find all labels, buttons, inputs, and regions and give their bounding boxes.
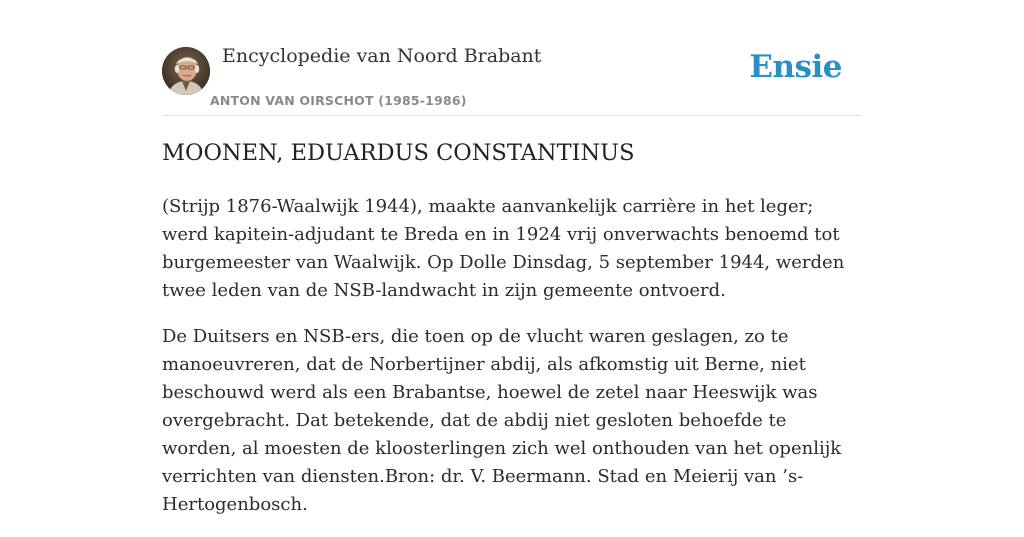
header-divider xyxy=(162,115,862,116)
author-avatar[interactable] xyxy=(162,47,210,95)
entry-paragraph: (Strijp 1876-Waalwijk 1944), maakte aanvankelijk carrière in het leger; werd kapitein-adjudant te Breda en in 1924 vrij onverwachts benoemd tot burgemeester van Waalwijk. Op Dolle Dinsdag, 5 september 1944, werden twee leden van de NSB-landwacht in zijn gemeente ontvoerd. xyxy=(162,196,845,301)
brand-logo[interactable]: Ensie xyxy=(749,49,842,85)
entry-paragraph: De Duitsers en NSB-ers, die toen op de vlucht waren geslagen, zo te manoeuvreren, dat de Norbertijner abdij, als afkomstig uit Berne, niet beschouwd werd als een Brabantse, hoewel de zetel naar Heeswijk was overgebracht. Dat betekende, dat de abdij niet gesloten behoefde te worden, al moesten de kloosterlingen zich wel onthouden van het openlijk verrichten van diensten.Bron: dr. V. Beermann. Stad en Meierij van ’s-Hertogenbosch. xyxy=(162,326,842,515)
entry-body xyxy=(162,193,862,537)
source-title[interactable]: Encyclopedie van Noord Brabant xyxy=(222,45,542,67)
author-name[interactable]: ANTON VAN OIRSCHOT (1985-1986) xyxy=(210,93,467,108)
portrait-photo-icon xyxy=(162,47,210,95)
entry-title: MOONEN, EDUARDUS CONSTANTINUS xyxy=(162,140,635,166)
